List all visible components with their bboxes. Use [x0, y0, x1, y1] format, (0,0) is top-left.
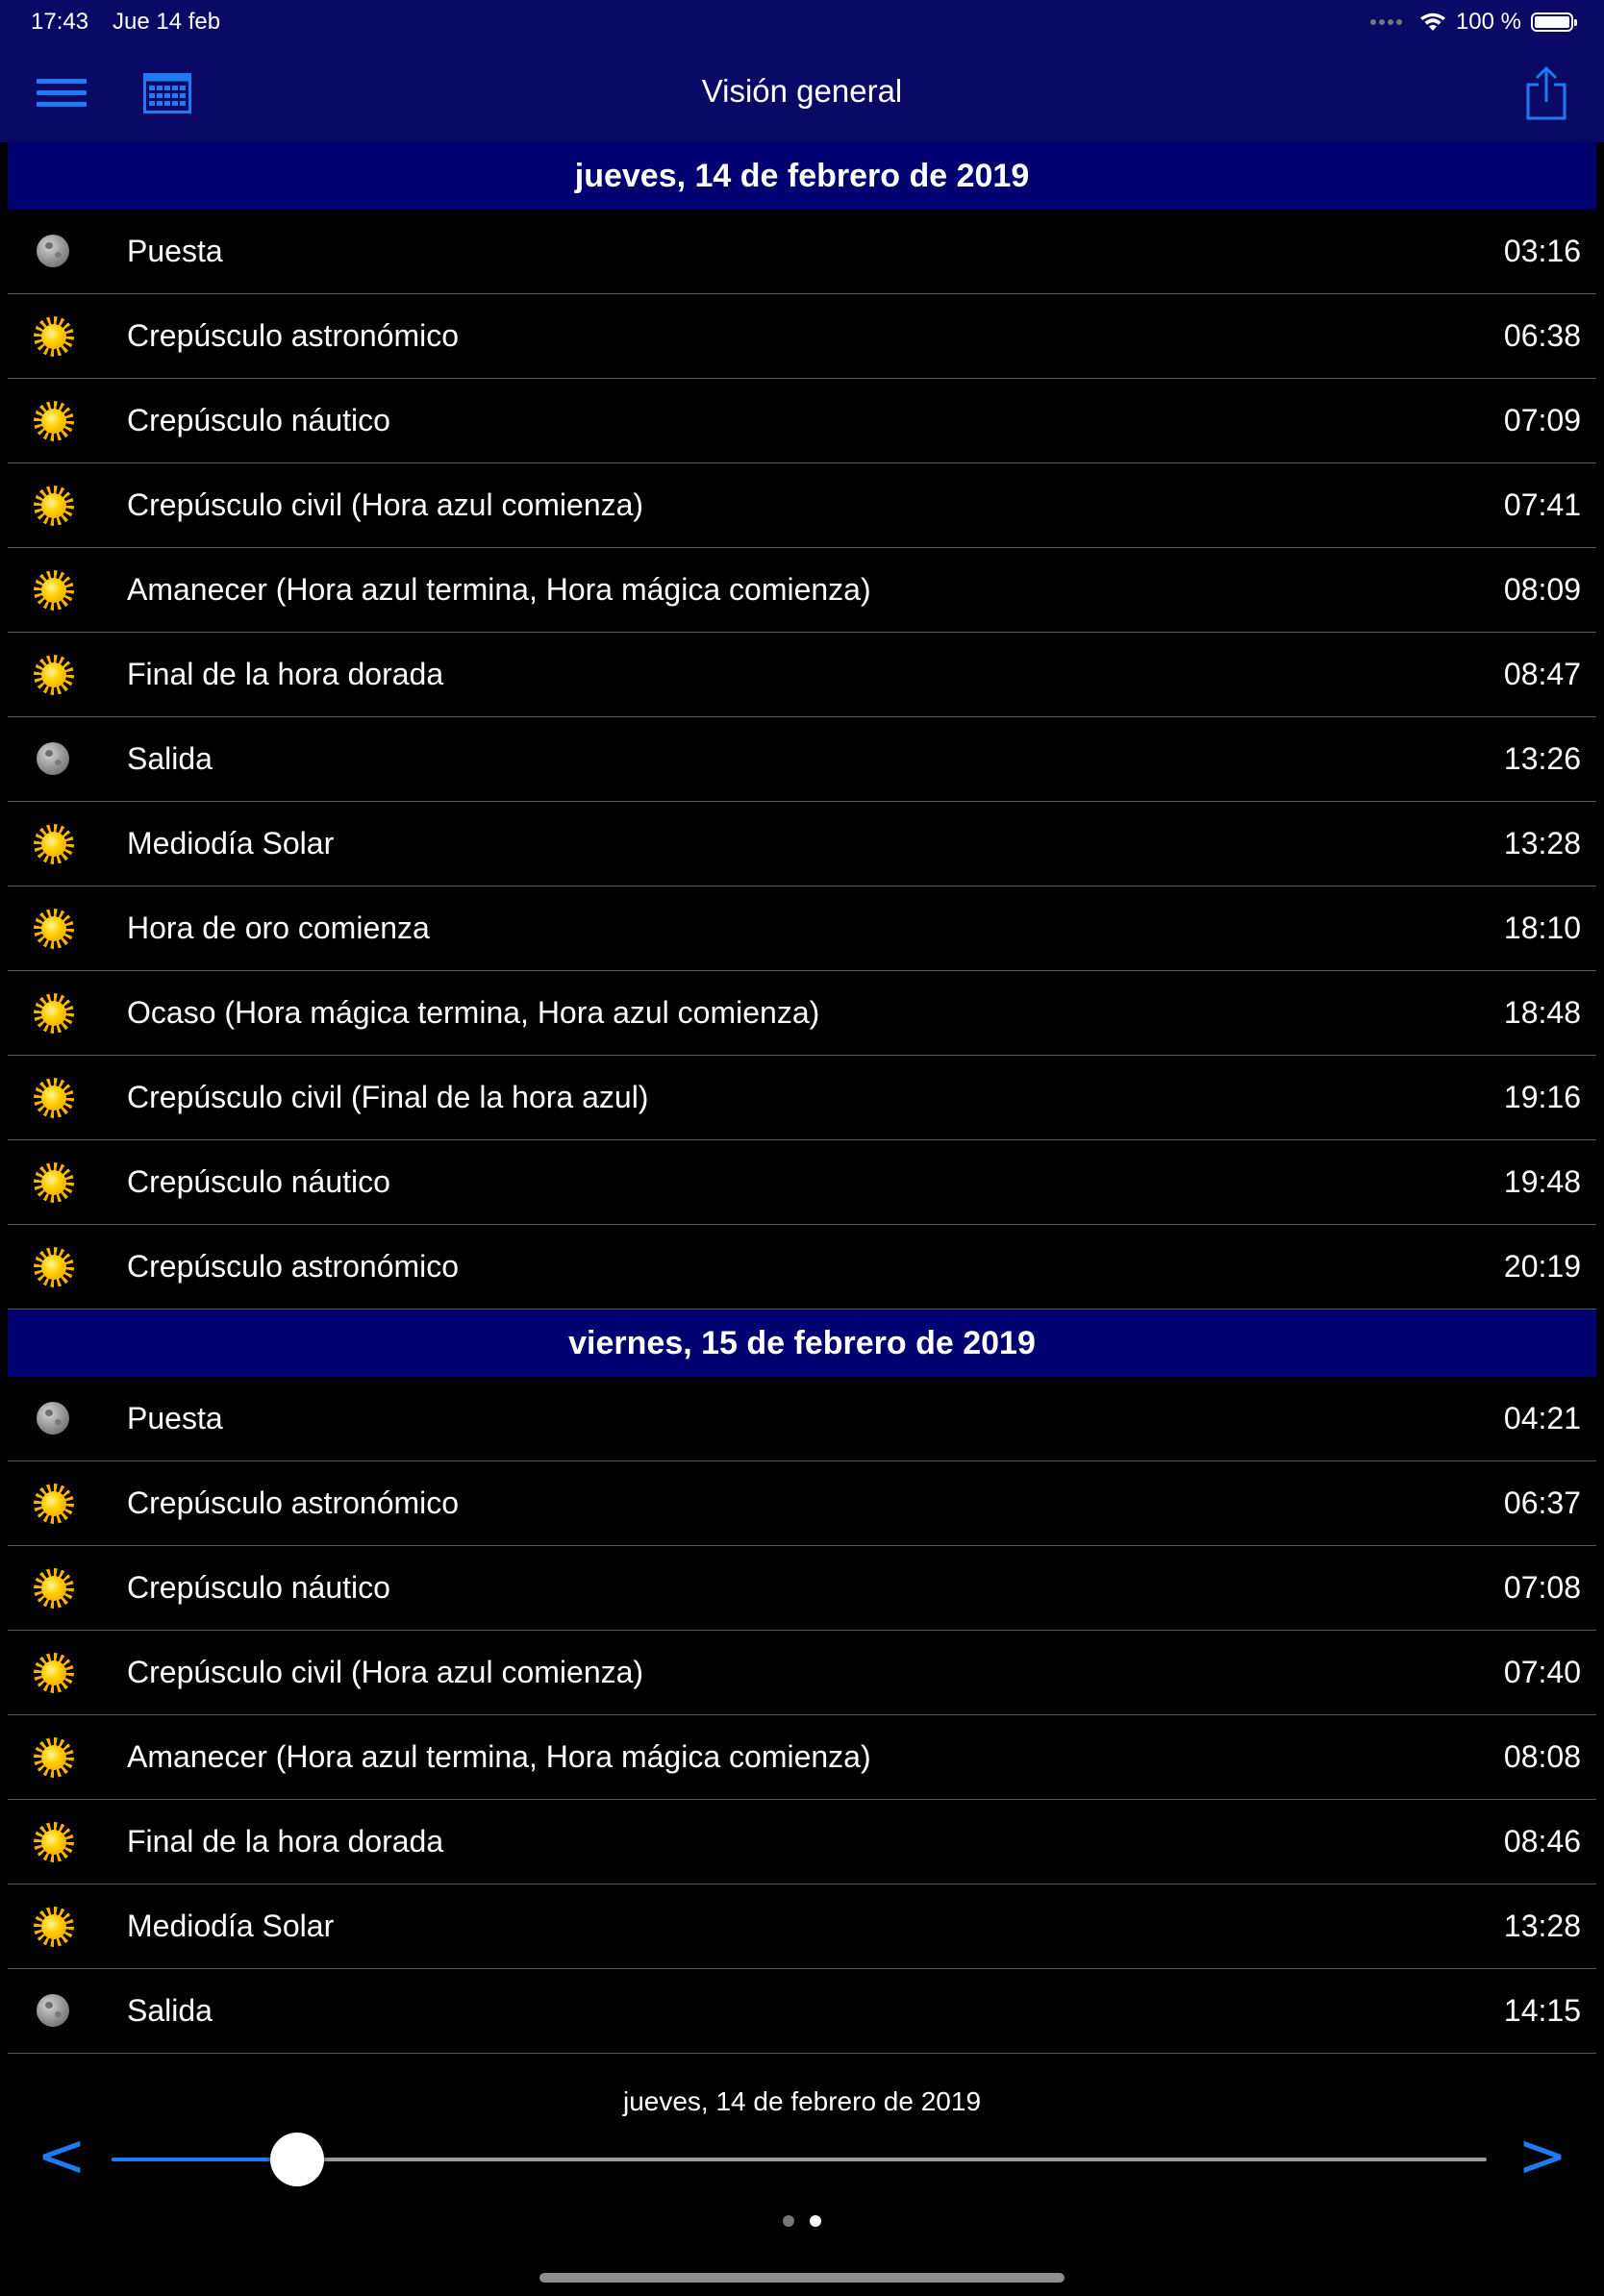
event-time: 08:08	[1503, 1739, 1581, 1774]
event-time: 08:09	[1503, 572, 1581, 607]
sun-icon	[37, 658, 71, 692]
wifi-icon	[1419, 12, 1446, 33]
event-time: 07:09	[1503, 403, 1581, 437]
battery-percent: 100 %	[1455, 9, 1521, 35]
moon-icon	[37, 1994, 69, 2027]
sun-icon	[37, 1740, 71, 1775]
event-label: Crepúsculo civil (Hora azul comienza)	[127, 487, 644, 522]
event-time: 14:15	[1503, 1993, 1581, 2028]
event-label: Crepúsculo náutico	[127, 403, 390, 437]
moon-icon	[37, 1402, 69, 1435]
home-indicator[interactable]	[539, 2273, 1065, 2283]
event-row[interactable]	[8, 1969, 1596, 2054]
event-time: 13:28	[1503, 1909, 1581, 1943]
cellular-signal-icon	[1370, 19, 1402, 25]
event-time: 08:47	[1503, 657, 1581, 691]
event-row[interactable]	[8, 294, 1596, 379]
event-time: 18:48	[1503, 995, 1581, 1030]
event-label: Final de la hora dorada	[127, 657, 444, 691]
battery-icon	[1531, 12, 1573, 32]
event-time: 13:28	[1503, 826, 1581, 861]
sun-icon	[37, 911, 71, 946]
event-row[interactable]	[8, 971, 1596, 1056]
section-header: viernes, 15 de febrero de 2019	[8, 1310, 1596, 1377]
sun-icon	[37, 996, 71, 1031]
page-dot[interactable]	[810, 2215, 821, 2227]
previous-day-button[interactable]: <	[37, 2120, 87, 2190]
event-label: Ocaso (Hora mágica termina, Hora azul comienza)	[127, 995, 820, 1030]
status-time: 17:43	[31, 9, 89, 35]
sun-icon	[37, 319, 71, 354]
sun-icon	[37, 573, 71, 608]
event-label: Crepúsculo civil (Final de la hora azul)	[127, 1080, 649, 1114]
event-row[interactable]	[8, 802, 1596, 886]
event-label: Crepúsculo civil (Hora azul comienza)	[127, 1655, 644, 1689]
sun-icon	[37, 1081, 71, 1115]
event-label: Salida	[127, 741, 213, 776]
event-row[interactable]	[8, 1140, 1596, 1225]
event-label: Crepúsculo astronómico	[127, 318, 460, 353]
status-indicators	[1370, 9, 1573, 36]
event-time: 07:08	[1503, 1570, 1581, 1605]
page-dot[interactable]	[783, 2215, 794, 2227]
slider-thumb[interactable]	[270, 2133, 324, 2186]
event-label: Hora de oro comienza	[127, 911, 430, 945]
sun-icon	[37, 1571, 71, 1606]
event-time: 18:10	[1503, 911, 1581, 945]
event-label: Puesta	[127, 1401, 223, 1435]
page-title: Visión general	[701, 73, 903, 109]
event-time: 07:40	[1503, 1655, 1581, 1689]
event-row[interactable]	[8, 1461, 1596, 1546]
event-label: Amanecer (Hora azul termina, Hora mágica comienza)	[127, 1739, 871, 1774]
event-time: 06:37	[1503, 1485, 1581, 1520]
event-time: 19:16	[1503, 1080, 1581, 1114]
event-label: Final de la hora dorada	[127, 1824, 444, 1859]
event-row[interactable]	[8, 1377, 1596, 1461]
event-label: Salida	[127, 1993, 213, 2028]
page-indicator[interactable]	[0, 2215, 1604, 2227]
event-row[interactable]	[8, 1800, 1596, 1884]
event-row[interactable]	[8, 379, 1596, 463]
next-day-button[interactable]: >	[1517, 2120, 1567, 2190]
event-time: 19:48	[1503, 1164, 1581, 1199]
event-label: Mediodía Solar	[127, 1909, 335, 1943]
sun-icon	[37, 1825, 71, 1859]
nav-bar	[0, 44, 1604, 142]
events-list[interactable]	[8, 142, 1596, 2054]
event-time: 06:38	[1503, 318, 1581, 353]
share-icon[interactable]	[1525, 65, 1567, 121]
event-label: Mediodía Solar	[127, 826, 335, 861]
sun-icon	[37, 1486, 71, 1521]
sun-icon	[37, 1250, 71, 1285]
moon-icon	[37, 742, 69, 775]
event-label: Crepúsculo astronómico	[127, 1249, 460, 1284]
event-time: 03:16	[1503, 234, 1581, 268]
event-label: Crepúsculo náutico	[127, 1570, 390, 1605]
event-label: Crepúsculo náutico	[127, 1164, 390, 1199]
sun-icon	[37, 488, 71, 523]
event-time: 20:19	[1503, 1249, 1581, 1284]
event-label: Amanecer (Hora azul termina, Hora mágica comienza)	[127, 572, 871, 607]
event-time: 08:46	[1503, 1824, 1581, 1859]
sun-icon	[37, 404, 71, 438]
event-row[interactable]	[8, 1546, 1596, 1631]
event-row[interactable]	[8, 633, 1596, 717]
event-label: Puesta	[127, 234, 223, 268]
event-row[interactable]	[8, 717, 1596, 802]
event-row[interactable]	[8, 210, 1596, 294]
event-row[interactable]	[8, 1715, 1596, 1800]
sun-icon	[37, 1165, 71, 1200]
moon-icon	[37, 235, 69, 267]
status-date: Jue 14 feb	[113, 9, 221, 35]
date-slider[interactable]	[112, 2158, 1487, 2161]
event-row[interactable]	[8, 1884, 1596, 1969]
event-time: 04:21	[1503, 1401, 1581, 1435]
event-row[interactable]	[8, 886, 1596, 971]
sun-icon	[37, 1656, 71, 1690]
event-row[interactable]	[8, 1056, 1596, 1140]
status-bar	[0, 0, 1604, 44]
event-row[interactable]	[8, 1225, 1596, 1310]
sun-icon	[37, 827, 71, 861]
section-header: jueves, 14 de febrero de 2019	[8, 142, 1596, 210]
event-label: Crepúsculo astronómico	[127, 1485, 460, 1520]
event-time: 07:41	[1503, 487, 1581, 522]
sun-icon	[37, 1909, 71, 1944]
selected-date-label: jueves, 14 de febrero de 2019	[622, 2086, 982, 2116]
event-row[interactable]	[8, 548, 1596, 633]
app-header	[0, 0, 1604, 142]
event-row[interactable]	[8, 463, 1596, 548]
event-time: 13:26	[1503, 741, 1581, 776]
event-row[interactable]	[8, 1631, 1596, 1715]
